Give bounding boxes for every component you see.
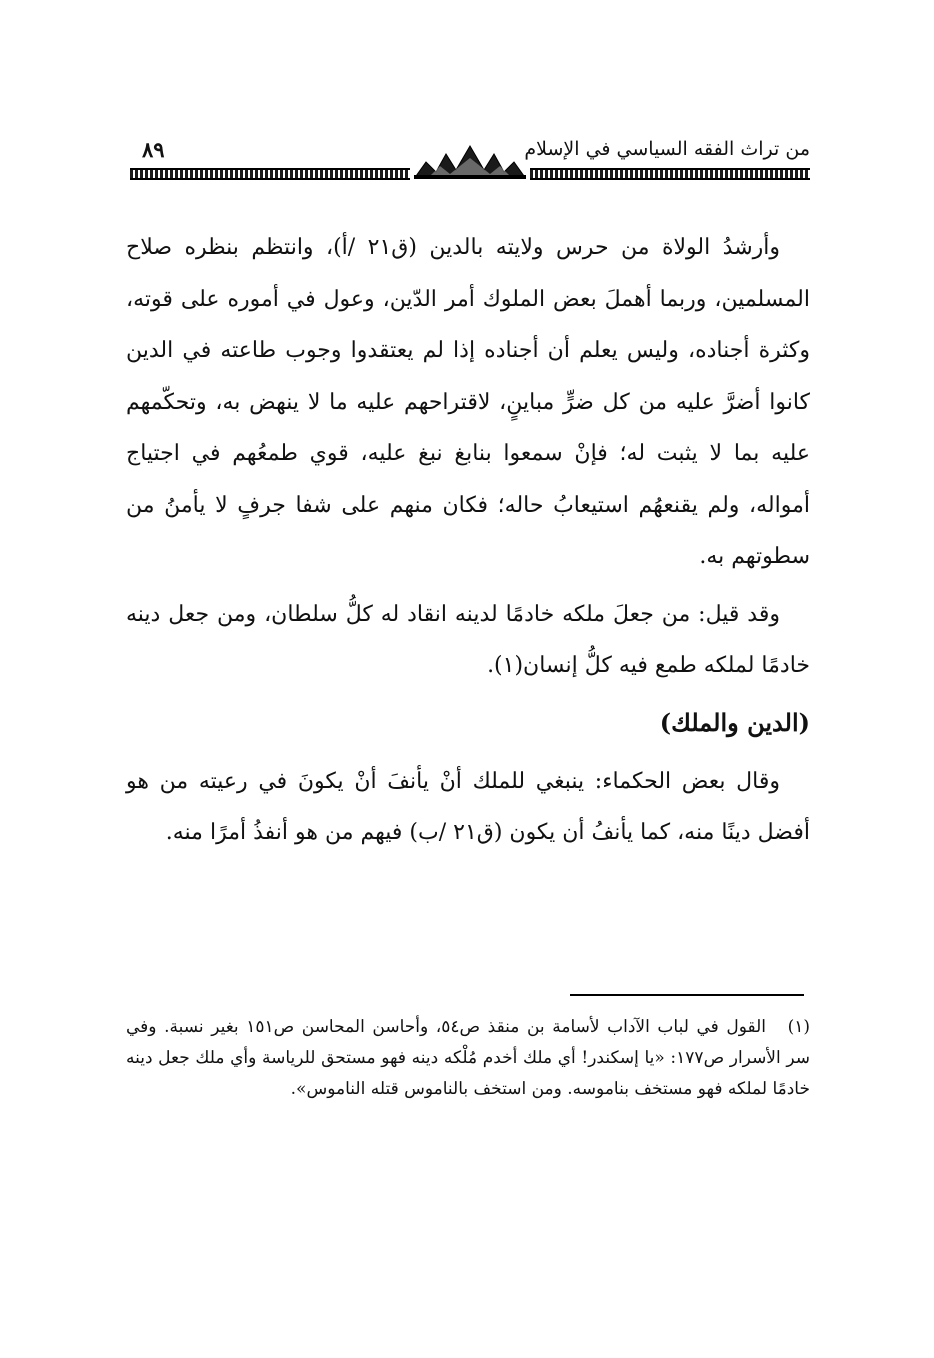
footnote — [126, 1012, 810, 1105]
paragraph-3: وقال بعض الحكماء: ينبغي للملك أنْ يأنفَ أنْ يكونَ في رعيته من هو أفضل دينًا منه، كما يأنفُ أن يكون (ق٢١ /ب) فيهم من هو أنفذُ أمرًا منه. — [126, 768, 810, 845]
footnote-separator — [570, 994, 804, 996]
paragraph-2: وقد قيل: من جعلَ ملكه خادمًا لدينه انقاد له كلُّ سلطان، ومن جعل دينه خادمًا لملكه طمع فيه كلُّ إنسان(١). — [126, 601, 810, 678]
section-heading: (الدين والملك) — [659, 707, 810, 737]
footnote-text: القول في لباب الآداب لأسامة بن منقذ ص٥٤، وأحاسن المحاسن ص١٥١ بغير نسبة. وفي سر الأسرار ص١٧٧: «يا إسكندر! أي ملك أخدم مُلْكه دينه فهو مستحق للرياسة وأي ملك جعل دينه خادمًا لملكه فهو مستخف بناموسه. ومن استخف بالناموس قتله الناموس». — [126, 1017, 810, 1099]
crown-ornament-icon — [410, 142, 530, 182]
paragraph-1: وأرشدُ الولاة من حرس ولايته بالدين (ق٢١ /أ)، وانتظم بنظره صلاح المسلمين، وربما أهملَ بعض الملوك أمر الدّين، وعول في أموره على قوته، وكثرة أجناده، وليس يعلم أن أجناده إذا لم يعتقدوا وجوب طاعته في الدين كانوا أضرَّ عليه من كل ضرٍّ مباينٍ، لاقتراحهم عليه ما لا ينهض به، وتحكّمهم عليه بما لا يثبت له؛ فإنْ سمعوا بنابغ نبغ عليه، قوي طمعُهم في اجتياج أمواله، ولم يقنعهُم استيعابُ حاله؛ فكان منهم على شفا جرفٍ لا يأمنُ من سطوتهم به. — [126, 235, 810, 569]
running-title: من تراث الفقه السياسي في الإسلام — [524, 138, 810, 160]
main-text — [126, 222, 810, 859]
page-header — [130, 136, 810, 186]
page-number: ٨٩ — [142, 137, 165, 162]
footnote-marker: (١) — [787, 1017, 810, 1037]
